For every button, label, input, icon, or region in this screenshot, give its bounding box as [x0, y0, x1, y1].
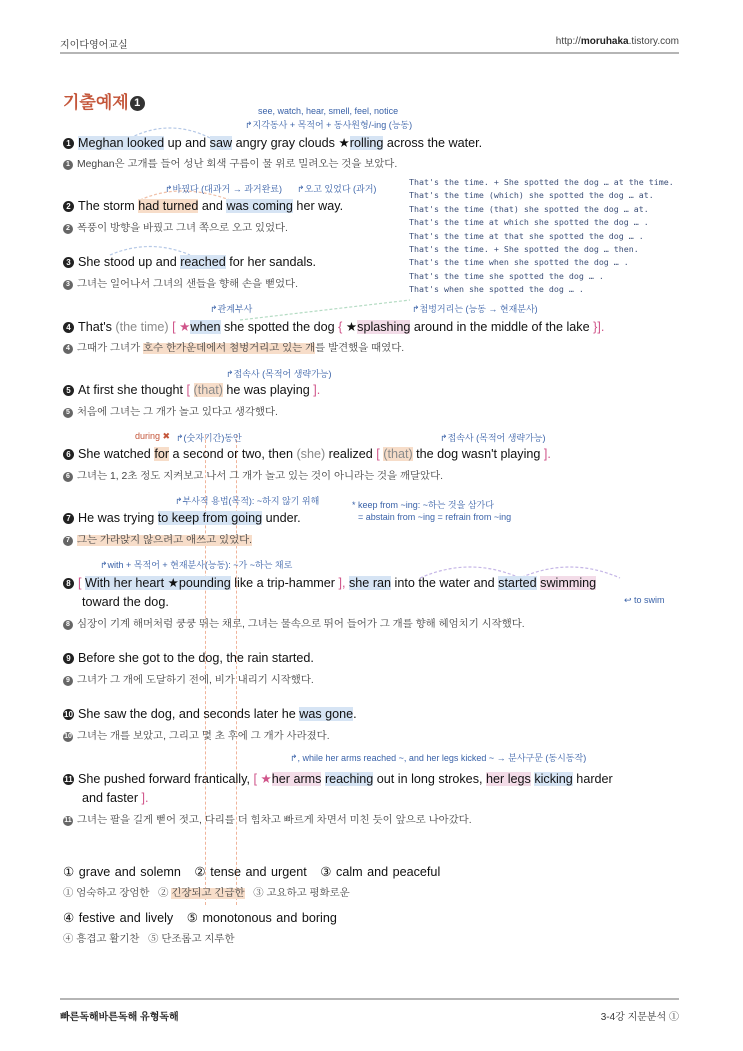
note-4a: ↱관계부사	[210, 304, 253, 314]
note-2a: ↱바꿨다 (대과거 → 과거완료)	[165, 184, 282, 194]
options-row-1-en: ① grave and solemn ② tense and urgent ③ calm and peaceful	[63, 865, 441, 879]
options-row-2-en: ④ festive and lively ⑤ monotonous and boring	[63, 911, 337, 925]
box-line: That's the time at that she spotted the dog … .	[409, 230, 644, 241]
sentence-5-en: 5 At first she thought [ (that) he was playing ].	[63, 383, 320, 397]
sentence-7-ko: 7 그는 가라앉지 않으려고 애쓰고 있었다.	[63, 531, 252, 546]
header-title: 지이다영어교실	[60, 40, 128, 51]
box-line: That's the time. + She spotted the dog … then.	[409, 244, 639, 255]
sentence-8-en: 8 [ With her heart ★pounding like a trip-hammer ], she ran into the water and started swimming	[63, 575, 596, 590]
sentence-5-ko: 5 처음에 그녀는 그 개가 놀고 있다고 생각했다.	[63, 403, 278, 418]
note-1a: see, watch, hear, smell, feel, notice	[258, 106, 399, 116]
sentence-11-en-line2: and faster ].	[82, 791, 149, 805]
note-8a: ↱with + 목적어 + 현재분사(능동): ~가 ~하는 채로	[100, 560, 293, 570]
sentence-8-en-line2: toward the dog.	[82, 595, 169, 609]
header-url[interactable]: http://moruhaka.tistory.com	[555, 36, 679, 47]
options-row-2-ko: ④ 흥겹고 활기찬 ⑤ 단조롭고 지루한	[63, 934, 235, 945]
sentence-8-ko: 8 심장이 기계 해머처럼 쿵쿵 뛰는 채로, 그녀는 물속으로 뛰어 들어가 그 개를 향해 헤엄치기 시작했다.	[63, 615, 525, 630]
sentence-4-en: 4 That's (the time) [ ★when she spotted the dog { ★splashing around in the middle of the lake }].	[63, 319, 604, 334]
sentence-7-en: 7 He was trying to keep from going under.	[63, 511, 301, 525]
options-row-1-ko: ① 엄숙하고 장엄한 ② 긴장되고 긴급한 ③ 고요하고 평화로운	[63, 888, 350, 899]
note-6c: ↱접속사 (목적어 생략가능)	[440, 433, 546, 443]
note-6b: ↱(숫자기간)동안	[176, 433, 242, 443]
sentence-3-ko: 3 그녀는 일어나서 그녀의 샌들을 향해 손을 뻗었다.	[63, 275, 298, 290]
box-line: That's the time she spotted the dog … .	[409, 270, 604, 281]
sentence-11-en: 11 She pushed forward frantically, [ ★her arms reaching out in long strokes, her legs kicking harder	[64, 772, 613, 786]
sentence-10-ko: 10 그녀는 개를 보았고, 그리고 몇 초 후에 그 개가 사라졌다.	[64, 731, 330, 742]
note-8b: ↩ to swim	[624, 595, 665, 605]
footer-book-title: 빠른독해바른독해 유형독해	[60, 1012, 179, 1023]
box-line: That's when she spotted the dog … .	[409, 284, 584, 295]
sentence-6-en: 6 She watched for a second or two, then (she) realized [ (that) the dog wasn't playing ].	[63, 447, 551, 461]
sentence-2-ko: 2 폭풍이 방향을 바꿨고 그녀 쪽으로 오고 있었다.	[63, 219, 288, 234]
note-5: ↱접속사 (목적어 생략가능)	[226, 369, 332, 379]
sentence-2-en: 2 The storm had turned and was coming her way.	[63, 199, 343, 213]
box-line: That's the time (that) she spotted the dog … at.	[409, 203, 649, 214]
sentence-3-en: 3 She stood up and reached for her sandals.	[63, 255, 316, 269]
box-line: That's the time. + She spotted the dog … at the time.	[409, 177, 674, 187]
note-6a: during ✖	[135, 431, 171, 441]
note-7c: = abstain from ~ing = refrain from ~ing	[358, 512, 512, 522]
footer-rule	[60, 998, 679, 1000]
relative-adverb-box	[409, 176, 680, 297]
box-line: That's the time when she spotted the dog … .	[409, 257, 629, 268]
note-7a: ↱부사적 용법(목적): ~하지 않기 위해	[175, 496, 320, 506]
note-7b: * keep from ~ing: ~하는 것을 삼가다	[352, 500, 494, 510]
sentence-1-en: 1 Meghan looked up and saw angry gray clouds ★rolling across the water.	[63, 135, 482, 150]
sentence-6-ko: 6 그녀는 1, 2초 정도 지켜보고 나서 그 개가 놀고 있는 것이 아니라는 것을 깨달았다.	[63, 467, 443, 482]
box-line: That's the time (which) she spotted the dog … at.	[409, 190, 654, 201]
page-title: 기출예제 1	[63, 88, 149, 113]
note-1b: ↱지각동사 + 목적어 + 동사원형/-ing (능동)	[245, 120, 413, 130]
sentence-4-ko: 4 그때가 그녀가 호수 한가운데에서 첨벙거리고 있는 개를 발견했을 때였다.	[63, 339, 404, 354]
note-4b: ↱첨벙거리는 (능동 → 현재분사)	[412, 304, 538, 314]
sentence-1-ko: 1 Meghan은 고개를 들어 성난 회색 구름이 물 위로 밀려오는 것을 보았다.	[63, 155, 397, 170]
sentence-9-en: 9 Before she got to the dog, the rain started.	[63, 651, 314, 665]
footer-section: 3-4강 지문분석 ①	[600, 1012, 679, 1023]
note-2b: ↱오고 있었다 (과거)	[297, 184, 377, 194]
sentence-9-ko: 9 그녀가 그 개에 도달하기 전에, 비가 내리기 시작했다.	[63, 671, 314, 686]
sentence-11-ko: 11 그녀는 팔을 길게 뻗어 젓고, 다리를 더 힘차고 빠르게 차면서 미친 듯이 앞으로 나아갔다.	[64, 815, 472, 826]
note-11: ↱, while her arms reached ~, and her legs kicked ~ → 분사구문 (동시동작)	[290, 753, 587, 763]
sentence-10-en: 10 She saw the dog, and seconds later he was gone.	[64, 707, 357, 721]
box-line: That's the time at which she spotted the dog … .	[409, 217, 649, 228]
